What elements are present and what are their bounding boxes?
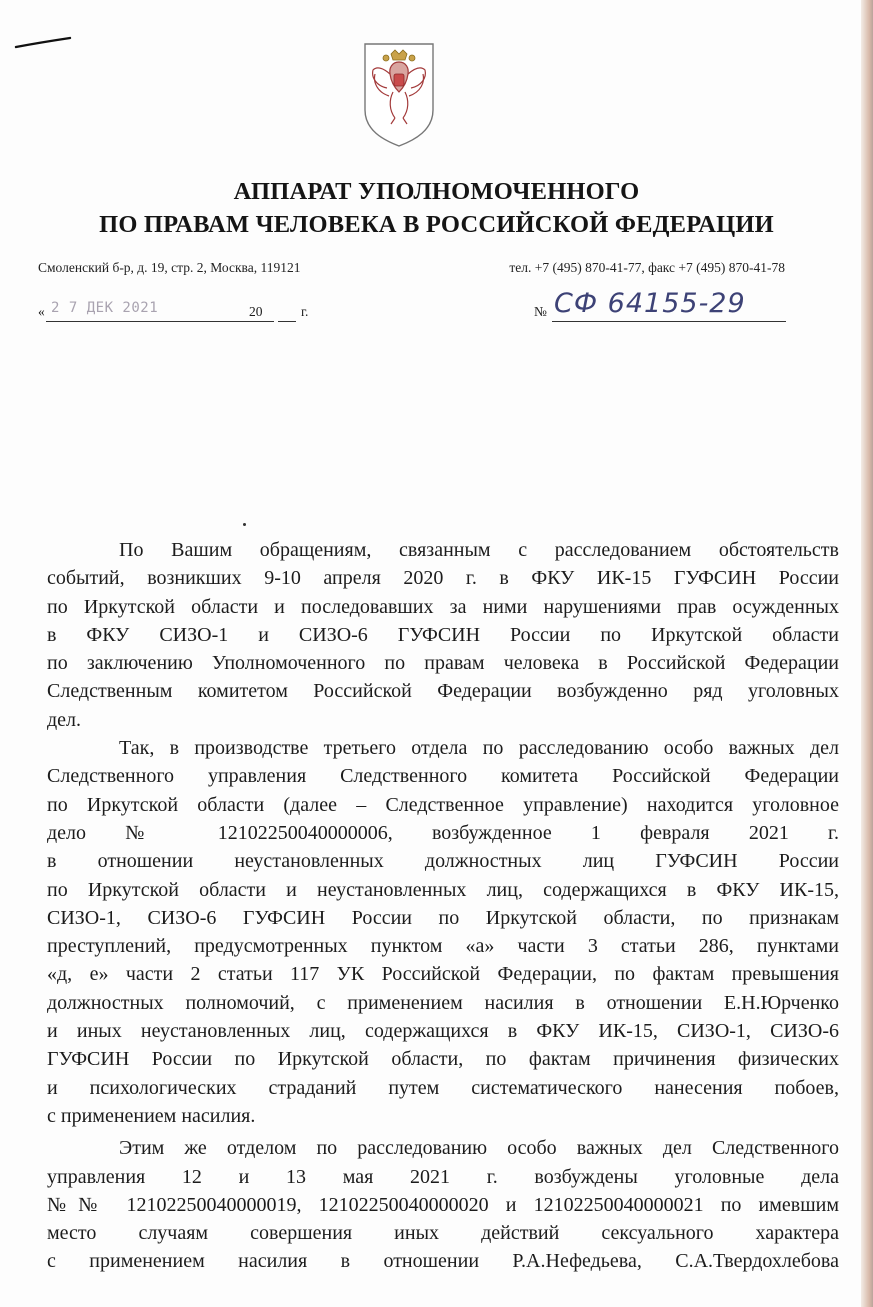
org-title-line2: ПО ПРАВАМ ЧЕЛОВЕКА В РОССИЙСКОЙ ФЕДЕРАЦИИ — [99, 211, 774, 238]
paragraph-3 — [47, 1134, 839, 1275]
body-line: ГУФСИН России по Иркутской области, по фактам причинения физических — [47, 1048, 839, 1071]
body-line: место случаям совершения иных действий сексуального характера — [47, 1222, 839, 1245]
date-underline — [46, 321, 274, 322]
body-line: СИЗО-1, СИЗО-6 ГУФСИН России по Иркутской области, по признакам — [47, 906, 839, 929]
body-line: по Иркутской области (далее – Следственное управление) находится уголовное — [47, 793, 839, 816]
body-line: и психологических страданий путем систематического нанесения побоев, — [47, 1076, 839, 1099]
body-line: Следственным комитетом Российской Федерации возбужденно ряд уголовных — [47, 680, 839, 703]
stray-dot — [243, 523, 246, 526]
number-label: № — [534, 304, 547, 319]
russian-coat-of-arms-icon — [359, 40, 439, 148]
body-line: должностных полномочий, с применением насилия в отношении Е.Н.Юрченко — [47, 991, 839, 1014]
body-line: по заключению Уполномоченного по правам человека в Российской Федерации — [47, 652, 839, 675]
body-line: с применением насилия в отношении Р.А.Нефедьева, С.А.Твердохлебова — [47, 1250, 839, 1273]
body-line: преступлений, предусмотренных пунктом «а» части 3 статьи 286, пунктами — [47, 935, 839, 958]
body-line: по Иркутской области и последовавших за ними нарушениями прав осужденных — [47, 595, 839, 618]
date-quote: « — [38, 304, 45, 319]
body-line: №№ 12102250040000019, 12102250040000020 и 12102250040000021 по имевшим — [47, 1193, 839, 1216]
year-prefix: 20 — [249, 304, 263, 319]
body-line: Так, в производстве третьего отдела по расследованию особо важных дел — [119, 737, 839, 760]
handwritten-number: СФ 64155-29 — [554, 288, 746, 319]
body-line: «д, е» части 2 статьи 117 УК Российской Федерации, по фактам превышения — [47, 963, 839, 986]
date-stamp: 2 7 ДЕК 2021 — [51, 300, 159, 316]
date-field — [38, 300, 318, 325]
phones-text: тел. +7 (495) 870-41-77, факс +7 (495) 870-41-78 — [509, 260, 785, 275]
outgoing-number-field — [534, 288, 786, 324]
body-line: управления 12 и 13 мая 2021 г. возбуждены уголовные дела — [47, 1165, 839, 1188]
address-text: Смоленский б-р, д. 19, стр. 2, Москва, 119121 — [38, 260, 301, 275]
pen-mark-icon — [14, 36, 72, 50]
letter-body — [47, 536, 839, 1276]
body-line: дел. — [47, 708, 82, 731]
body-line: в отношении неустановленных должностных лиц ГУФСИН России — [47, 850, 839, 873]
body-line: По Вашим обращениям, связанным с расследованием обстоятельств — [119, 539, 839, 561]
year-underline — [278, 321, 296, 322]
body-line: дело № 12102250040000006, возбужденное 1 февраля 2021 г. — [47, 821, 839, 844]
body-line: и иных неустановленных лиц, содержащихся в ФКУ ИК-15, СИЗО-1, СИЗО-6 — [47, 1020, 839, 1043]
body-line: событий, возникших 9-10 апреля 2020 г. в ФКУ ИК-15 ГУФСИН России — [47, 567, 839, 590]
body-line: по Иркутской области и неустановленных лиц, содержащихся в ФКУ ИК-15, — [47, 878, 839, 901]
body-line: в ФКУ СИЗО-1 и СИЗО-6 ГУФСИН России по Иркутской области — [47, 623, 839, 646]
paragraph-1 — [47, 536, 839, 734]
number-underline — [552, 321, 786, 322]
body-line: с применением насилия. — [47, 1104, 256, 1127]
body-line: Этим же отделом по расследованию особо важных дел Следственного — [119, 1137, 839, 1160]
year-suffix: г. — [301, 304, 309, 319]
body-line: Следственного управления Следственного комитета Российской Федерации — [47, 765, 839, 788]
org-title-line1: АППАРАТ УПОЛНОМОЧЕННОГО — [233, 178, 640, 205]
paragraph-2 — [47, 734, 839, 1130]
